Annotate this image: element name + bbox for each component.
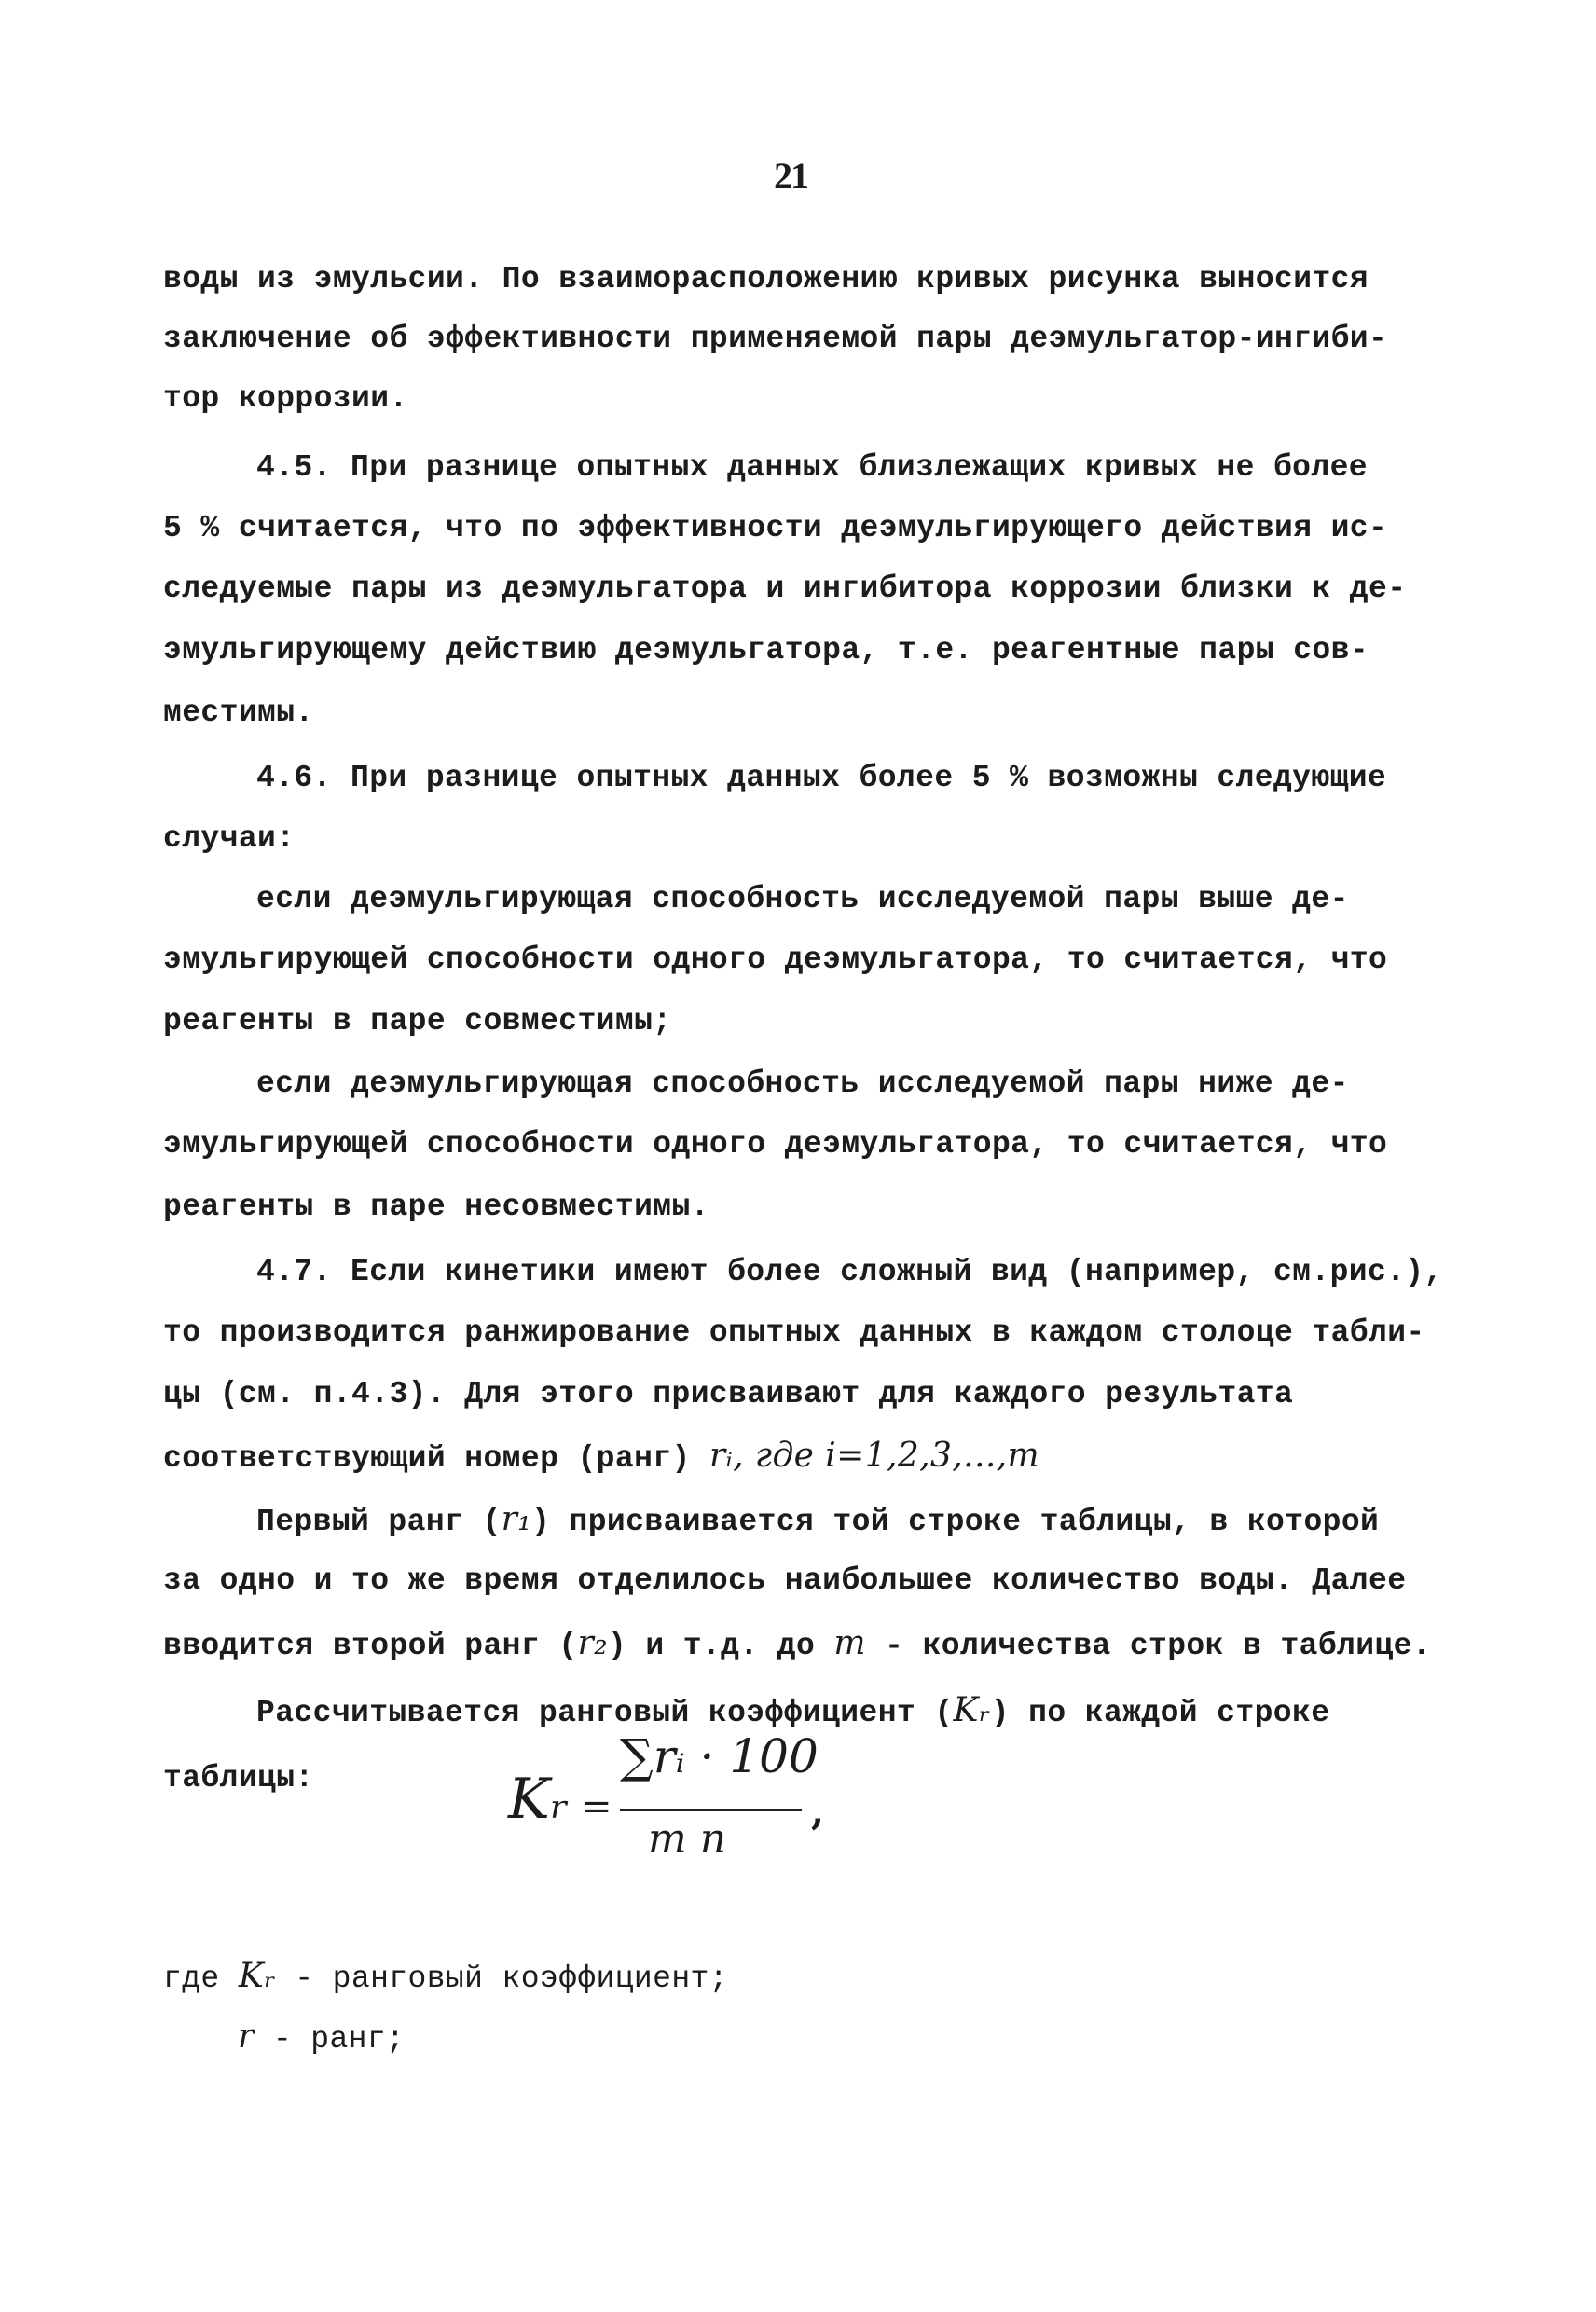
first-rank-before: Первый ранг ( [256, 1505, 502, 1539]
rank-def-text: - ранг; [272, 2022, 406, 2057]
rank-def-line [238, 2018, 405, 2058]
text-line: случаи: [163, 821, 296, 856]
handwritten-r1: r₁ [501, 1500, 532, 1538]
where-word: где [163, 1961, 220, 1996]
text-line: местимы. [163, 695, 314, 730]
where-text: - ранговый коэффициент; [295, 1961, 728, 1996]
text-line: 4.6. При разнице опытных данных более 5 % возможны следующие [256, 761, 1387, 795]
text-line: реагенты в паре совместимы; [163, 1004, 672, 1039]
second-rank-after: - количества строк в таблице. [885, 1629, 1432, 1663]
page-number: 21 [774, 155, 807, 197]
text-line: следуемые пары из деэмульгатора и ингибитора коррозии близки к де- [163, 571, 1407, 606]
formula-lhs: Kᵣ [508, 1767, 570, 1832]
text-line: эмульгирующей способности одного деэмульгатора, то считается, что [163, 943, 1388, 977]
coef-before: Рассчитывается ранговый коэффициент ( [256, 1696, 954, 1730]
rank-line-text: соответствующий номер (ранг) [163, 1441, 691, 1476]
text-line: 4.7. Если кинетики имеют более сложный вид (например, см.рис.), [256, 1255, 1443, 1289]
handwritten-r2: r₂ [577, 1624, 608, 1662]
where-line [163, 1958, 728, 1998]
rank-line [163, 1438, 1039, 1478]
second-rank-middle: ) и т.д. до [607, 1629, 816, 1663]
formula-comma: , [811, 1790, 824, 1834]
handwritten-r-def: r [238, 2017, 255, 2056]
rank-coefficient-formula [499, 1729, 853, 1878]
text-line: воды из эмульсии. По взаиморасположению кривых рисунка выносится [163, 262, 1369, 296]
text-line: эмульгирующей способности одного деэмульгатора, то считается, что [163, 1127, 1388, 1162]
text-line: если деэмульгирующая способность исследуемой пары ниже де- [256, 1067, 1349, 1101]
handwritten-rank-notation: rᵢ, где i=1,2,3,...,m [709, 1437, 1040, 1475]
table-word: таблицы: [163, 1761, 314, 1796]
handwritten-kr: Kᵣ [953, 1691, 991, 1729]
text-line: цы (см. п.4.3). Для этого присваивают для каждого результата [163, 1377, 1294, 1411]
text-line: тор коррозии. [163, 381, 408, 416]
coef-after: ) по каждой строке [990, 1696, 1330, 1730]
handwritten-kr-def: Kᵣ [238, 1957, 277, 1995]
formula-numerator: ∑rᵢ · 100 [620, 1729, 819, 1783]
first-rank-line [256, 1501, 1379, 1541]
formula-equals: = [581, 1785, 612, 1828]
formula-denominator: m n [648, 1815, 727, 1863]
handwritten-m: m [833, 1624, 866, 1662]
text-line: то производится ранжирование опытных данных в каждом столоце табли- [163, 1315, 1425, 1350]
second-rank-line [163, 1625, 1431, 1665]
coef-line [256, 1692, 1329, 1732]
first-rank-after: ) присваивается той строке таблицы, в которой [531, 1505, 1380, 1539]
text-line: за одно и то же время отделилось наибольшее количество воды. Далее [163, 1563, 1407, 1598]
text-line: эмульгирующему действию деэмульгатора, т.е. реагентные пары сов- [163, 633, 1369, 667]
text-line: 5 % считается, что по эффективности деэмульгирующего действия ис- [163, 511, 1388, 545]
text-line: заключение об эффективности применяемой пары деэмульгатор-ингиби- [163, 322, 1388, 356]
text-line: реагенты в паре несовместимы. [163, 1190, 709, 1224]
text-line: если деэмульгирующая способность исследуемой пары выше де- [256, 882, 1349, 916]
text-line: 4.5. При разнице опытных данных близлежащих кривых не более [256, 450, 1368, 485]
fraction-bar [620, 1809, 802, 1811]
second-rank-before: вводится второй ранг ( [163, 1629, 578, 1663]
